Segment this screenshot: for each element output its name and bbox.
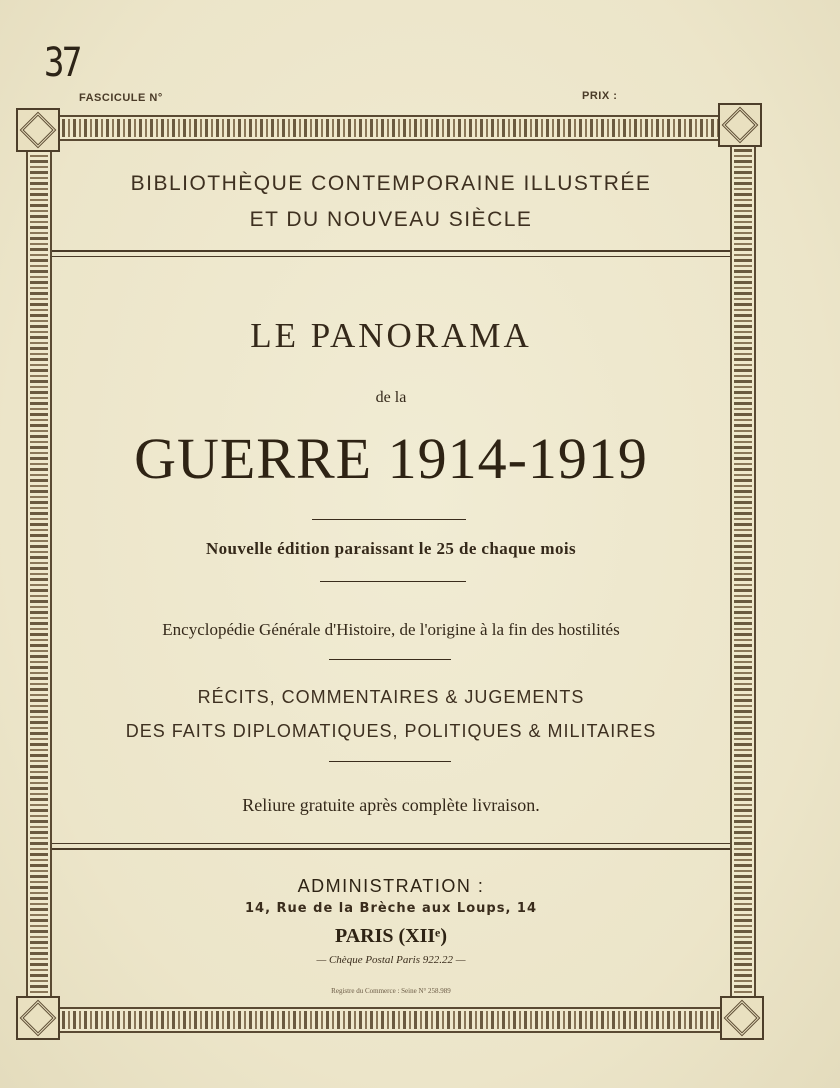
registre-commerce: Registre du Commerce : Seine N° 258.989 bbox=[331, 987, 451, 995]
short-divider bbox=[320, 581, 466, 582]
title-main: LE PANORAMA bbox=[250, 316, 532, 355]
divider-rule bbox=[52, 250, 730, 252]
administration-city: PARIS (XIIᵉ) bbox=[334, 925, 448, 947]
short-divider bbox=[329, 659, 451, 660]
cheque-postal: — Chèque Postal Paris 922.22 — bbox=[316, 954, 466, 966]
ornamental-border-right bbox=[730, 120, 756, 1025]
corner-ornament-icon bbox=[16, 996, 60, 1040]
contents-line1: RÉCITS, COMMENTAIRES & JUGEMENTS bbox=[197, 687, 585, 707]
subtitle: Nouvelle édition paraissant le 25 de chaque mois bbox=[205, 539, 577, 558]
title-subject: GUERRE 1914-1919 bbox=[134, 426, 648, 491]
divider-rule bbox=[52, 256, 730, 257]
corner-ornament-icon bbox=[16, 108, 60, 152]
administration-label: ADMINISTRATION : bbox=[297, 876, 485, 896]
divider-rule bbox=[52, 843, 730, 844]
administration-address: 14, Rue de la Brèche aux Loups, 14 bbox=[244, 901, 537, 916]
corner-ornament-icon bbox=[720, 996, 764, 1040]
short-divider bbox=[312, 519, 466, 520]
title-connector: de la bbox=[375, 389, 407, 406]
collection-title-line1: BIBLIOTHÈQUE CONTEMPORAINE ILLUSTRÉE bbox=[130, 172, 652, 195]
divider-rule bbox=[52, 848, 730, 850]
ornamental-border-left bbox=[26, 120, 52, 1025]
short-divider bbox=[329, 761, 451, 762]
prix-label: PRIX : bbox=[582, 90, 618, 102]
corner-ornament-icon bbox=[718, 103, 762, 147]
ornamental-border-bottom bbox=[36, 1007, 746, 1033]
fascicule-number: 37 bbox=[44, 40, 80, 86]
description: Encyclopédie Générale d'Histoire, de l'origine à la fin des hostilités bbox=[162, 620, 620, 639]
fascicule-label: FASCICULE N° bbox=[79, 92, 163, 104]
reliure-note: Reliure gratuite après complète livraison. bbox=[242, 795, 540, 815]
collection-title-line2: ET DU NOUVEAU SIÈCLE bbox=[249, 208, 533, 231]
contents-line2: DES FAITS DIPLOMATIQUES, POLITIQUES & MILITAIRES bbox=[125, 721, 657, 741]
ornamental-border-top bbox=[36, 115, 746, 141]
